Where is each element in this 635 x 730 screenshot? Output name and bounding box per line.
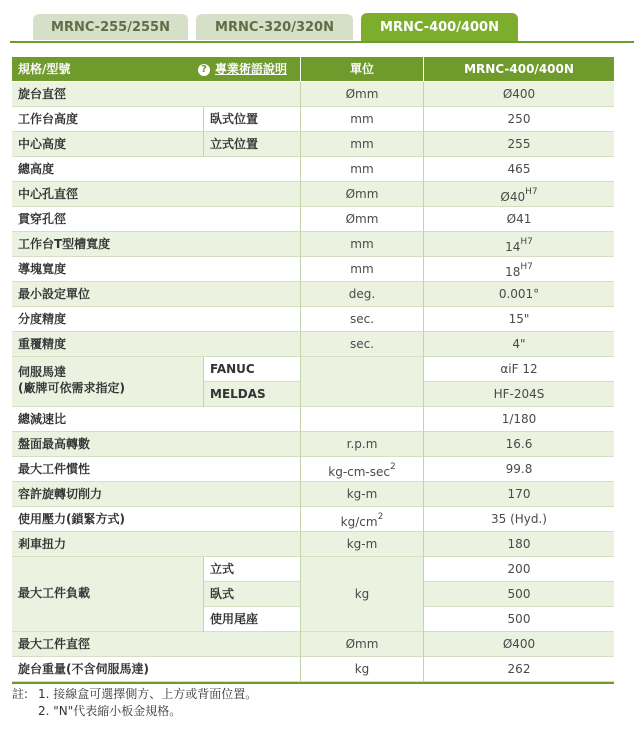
table-row <box>12 432 614 457</box>
value-text: 15" <box>508 312 530 326</box>
row-label: 分度精度 <box>18 312 67 326</box>
row-value <box>424 432 614 457</box>
row-unit <box>301 157 423 182</box>
value-text: 1/180 <box>501 412 537 426</box>
max-load-unit: kg <box>301 557 423 631</box>
row-value <box>424 457 614 482</box>
row-value <box>424 657 614 682</box>
unit-text: mm <box>350 112 374 126</box>
unit-text: Ømm <box>345 87 379 101</box>
unit-text: kg/cm <box>340 515 378 529</box>
value-text: 500 <box>507 612 531 626</box>
value-superscript: H7 <box>520 262 533 272</box>
row-unit <box>301 657 423 682</box>
max-load-label: 最大工件負載 <box>18 586 91 600</box>
table-row <box>12 232 614 257</box>
value-text: Ø41 <box>506 212 532 226</box>
table-row <box>12 307 614 332</box>
row-label: 剎車扭力 <box>18 537 67 551</box>
row-value <box>424 182 614 207</box>
row-sublabel: FANUC <box>210 362 255 376</box>
unit-text: Ømm <box>345 212 379 226</box>
value-text: 4" <box>512 337 526 351</box>
row-value <box>424 607 614 632</box>
row-label: 容許旋轉切削力 <box>18 487 103 501</box>
row-unit <box>301 507 423 532</box>
sub-column-divider <box>203 357 204 382</box>
unit-text: mm <box>350 262 374 276</box>
row-label: 盤面最高轉數 <box>18 437 91 451</box>
row-sublabel: 立式位置 <box>210 137 259 151</box>
row-label: 總高度 <box>18 162 55 176</box>
sub-column-divider <box>203 582 204 607</box>
note-1: 1. 接線盒可選擇側方、上方或背面位置。 <box>38 687 258 701</box>
row-unit <box>301 632 423 657</box>
value-text: 255 <box>507 137 531 151</box>
row-value <box>424 132 614 157</box>
value-text: αiF 12 <box>500 362 538 376</box>
spec-header-label: 規格/型號 <box>18 62 71 76</box>
table-row <box>12 657 614 682</box>
row-unit <box>301 257 423 282</box>
table-row <box>12 132 614 157</box>
table-bottom-border <box>12 682 614 684</box>
row-label: 中心孔直徑 <box>18 187 79 201</box>
value-text: Ø40 <box>500 190 526 204</box>
row-label: 最小設定單位 <box>18 287 91 301</box>
unit-text: deg. <box>348 287 376 301</box>
column-divider <box>423 82 424 682</box>
model-header: MRNC-400/400N <box>464 62 574 76</box>
table-row <box>12 157 614 182</box>
row-unit <box>301 482 423 507</box>
table-row <box>12 482 614 507</box>
table-row <box>12 257 614 282</box>
row-label: 重覆精度 <box>18 337 67 351</box>
value-text: 170 <box>507 487 531 501</box>
row-unit <box>301 207 423 232</box>
sub-column-divider <box>203 557 204 582</box>
help-link-wrapper[interactable] <box>198 57 287 81</box>
sub-column-divider <box>203 607 204 632</box>
value-text: 16.6 <box>505 437 533 451</box>
row-label: 最大工件直徑 <box>18 637 91 651</box>
row-value <box>424 357 614 382</box>
value-text: 250 <box>507 112 531 126</box>
table-row <box>12 182 614 207</box>
value-text: 200 <box>507 562 531 576</box>
value-text: 35 (Hyd.) <box>490 512 547 526</box>
row-label: 工作台T型槽寬度 <box>18 237 111 251</box>
note-2: 2. "N"代表縮小板金規格。 <box>38 704 182 718</box>
row-unit <box>301 107 423 132</box>
table-row <box>12 82 614 107</box>
row-value <box>424 207 614 232</box>
value-text: Ø400 <box>502 637 536 651</box>
max-load-merged-cell <box>12 557 203 631</box>
row-sublabel: 使用尾座 <box>210 612 259 626</box>
row-value <box>424 232 614 257</box>
row-label: 貫穿孔徑 <box>18 212 67 226</box>
glossary-link[interactable]: 專業術語說明 <box>215 62 288 76</box>
row-value <box>424 382 614 407</box>
value-superscript: H7 <box>520 237 533 247</box>
table-header <box>12 57 614 81</box>
value-superscript: H7 <box>525 187 538 197</box>
notes-label: 註: <box>12 687 29 701</box>
row-sublabel: MELDAS <box>210 387 266 401</box>
row-value <box>424 507 614 532</box>
sub-column-divider <box>203 132 204 157</box>
model-tabs <box>0 0 635 42</box>
row-value <box>424 582 614 607</box>
row-unit <box>301 532 423 557</box>
row-sublabel: 臥式 <box>210 587 235 601</box>
row-sublabel: 立式 <box>210 562 235 576</box>
row-unit <box>301 407 423 432</box>
row-label: 最大工件慣性 <box>18 462 91 476</box>
unit-text: sec. <box>349 337 375 351</box>
value-text: 180 <box>507 537 531 551</box>
help-icon[interactable]: ? <box>198 64 210 76</box>
row-label: 旋台直徑 <box>18 87 67 101</box>
row-label: 中心高度 <box>18 137 67 151</box>
row-unit <box>301 182 423 207</box>
value-text: 18 <box>505 265 521 279</box>
row-unit <box>301 457 423 482</box>
unit-text: Ømm <box>345 637 379 651</box>
value-text: HF-204S <box>493 387 545 401</box>
row-label: 導塊寬度 <box>18 262 67 276</box>
row-label: 工作台高度 <box>18 112 79 126</box>
row-value <box>424 307 614 332</box>
row-label: 總減速比 <box>18 412 67 426</box>
unit-text: mm <box>350 137 374 151</box>
unit-superscript: 2 <box>390 462 396 472</box>
unit-text: mm <box>350 237 374 251</box>
tab-underline <box>10 41 634 43</box>
row-value <box>424 332 614 357</box>
unit-superscript: 2 <box>377 512 384 522</box>
sub-column-divider <box>203 382 204 407</box>
row-value <box>424 257 614 282</box>
servo-merged-cell <box>12 357 203 406</box>
row-unit <box>301 82 423 107</box>
row-sublabel: 臥式位置 <box>210 112 259 126</box>
table-row <box>12 507 614 532</box>
value-text: 0.001° <box>498 287 540 301</box>
table-row <box>12 282 614 307</box>
row-unit <box>301 307 423 332</box>
unit-text: kg-m <box>346 487 378 501</box>
row-value <box>424 82 614 107</box>
table-row <box>12 632 614 657</box>
row-value <box>424 532 614 557</box>
servo-motor-note: (廠牌可依需求指定) <box>18 381 125 395</box>
table-row <box>12 207 614 232</box>
servo-motor-label: 伺服馬達 <box>18 365 67 379</box>
value-text: Ø400 <box>502 87 536 101</box>
row-value <box>424 557 614 582</box>
row-value <box>424 107 614 132</box>
unit-text: mm <box>350 162 374 176</box>
unit-text: sec. <box>349 312 375 326</box>
tab-mrnc-255[interactable]: MRNC-255/255N <box>33 14 188 40</box>
table-row <box>12 407 614 432</box>
value-text: 262 <box>507 662 531 676</box>
unit-text: kg <box>354 662 370 676</box>
unit-header: 單位 <box>349 62 374 76</box>
table-row <box>12 532 614 557</box>
value-text: 14 <box>505 240 521 254</box>
row-value <box>424 632 614 657</box>
tab-mrnc-400[interactable]: MRNC-400/400N <box>361 13 518 42</box>
row-value <box>424 482 614 507</box>
row-label: 旋台重量(不含伺服馬達) <box>18 662 149 676</box>
table-row <box>12 457 614 482</box>
sub-column-divider <box>203 107 204 132</box>
table-row <box>12 332 614 357</box>
row-unit <box>301 232 423 257</box>
row-unit <box>301 132 423 157</box>
row-unit <box>301 282 423 307</box>
unit-text: Ømm <box>345 187 379 201</box>
row-value <box>424 157 614 182</box>
value-text: 99.8 <box>505 462 533 476</box>
row-value <box>424 407 614 432</box>
row-unit <box>301 332 423 357</box>
row-value <box>424 282 614 307</box>
value-text: 500 <box>507 587 531 601</box>
row-unit <box>301 432 423 457</box>
table-row <box>12 107 614 132</box>
servo-unit-cell <box>301 357 423 406</box>
value-text: 465 <box>507 162 531 176</box>
unit-text: kg-m <box>346 537 378 551</box>
row-label: 使用壓力(鎖緊方式) <box>18 512 125 526</box>
tab-mrnc-320[interactable]: MRNC-320/320N <box>196 14 353 40</box>
unit-text: kg-cm-sec <box>328 465 390 479</box>
unit-text: r.p.m <box>346 437 378 451</box>
